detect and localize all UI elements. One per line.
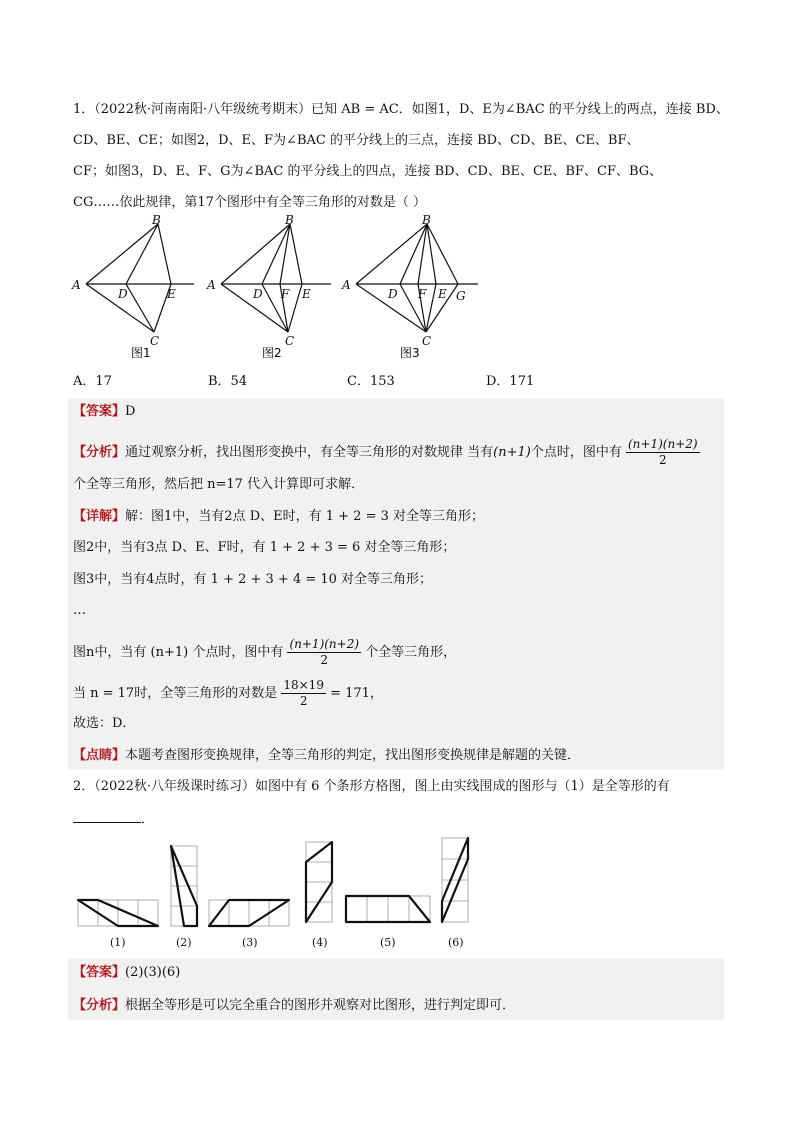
fig1-label-d: D: [118, 287, 128, 301]
fig1-caption: 图1: [131, 346, 151, 360]
analysis-text-b: (n+1): [493, 445, 531, 460]
option-c[interactable]: C．153: [347, 374, 395, 389]
q2-answer: [73, 963, 724, 983]
fig2-label-a: A: [207, 278, 216, 292]
fig1-label-b: B: [152, 214, 161, 227]
fig3-label-f: F: [418, 287, 427, 301]
figure-3: [356, 224, 478, 332]
q1-line-1: 1．（2022秋·河南南阳·八年级统考期末）已知 AB = AC．如图1，D、E为∠BAC 的平分线上的两点，连接 BD、: [73, 102, 729, 117]
q1-line-3: CF；如图3，D、E、F、G为∠BAC 的平分线上的四点，连接 BD、CD、BE、CE、BF、CF、BG、: [73, 164, 663, 179]
q1-detail-5: [73, 637, 724, 668]
detail-5-fraction-num: (n+1)(n+2): [289, 637, 360, 651]
detail-tag: 【详解】: [73, 509, 126, 524]
fig2-label-b: B: [285, 214, 294, 227]
fig3-label-a: A: [342, 278, 351, 292]
q2-answer-tag: 【答案】: [73, 965, 126, 980]
option-a[interactable]: A．17: [73, 374, 112, 389]
detail-6-text-a: 当 n = 17时，全等三角形的对数是: [73, 686, 278, 701]
figure-1: [86, 224, 194, 332]
fig2-label-f: F: [281, 287, 290, 301]
fig3-label-e: E: [438, 287, 447, 301]
detail-6-text-b: = 171，: [330, 686, 383, 701]
fig3-label-d: D: [388, 287, 398, 301]
q1-detail-1: [73, 507, 724, 527]
grid-caption-3: (3): [242, 936, 258, 949]
q1-figures: [66, 214, 486, 366]
analysis-fraction: [626, 437, 700, 468]
q2-analysis-tag: 【分析】: [73, 998, 126, 1013]
fig3-caption: 图3: [400, 346, 420, 360]
detail-6-fraction-den: 2: [299, 694, 308, 708]
analysis-text-a: 通过观察分析，找出图形变换中，有全等三角形的对数规律 当有: [125, 445, 494, 460]
detail-5-text-b: 个全等三角形，: [365, 645, 457, 660]
fig3-label-c: C: [422, 334, 432, 348]
answer-value: D: [125, 404, 136, 419]
detail-5-text-a: 图n中，当有 (n+1) 个点时，图中有: [73, 645, 284, 660]
q1-comment: [73, 746, 724, 766]
grid-caption-4: (4): [312, 936, 328, 949]
q2-analysis-text: 根据全等形是可以完全重合的图形并观察对比图形，进行判定即可．: [125, 998, 516, 1013]
comment-text: 本题考查图形变换规律，全等三角形的判定，找出图形变换规律是解题的关键．: [125, 748, 581, 763]
fig1-label-e: E: [167, 287, 176, 301]
analysis-text-c: 个点时，图中有: [530, 445, 622, 460]
detail-5-fraction: [287, 637, 361, 668]
option-b[interactable]: B．54: [208, 374, 248, 389]
analysis-fraction-den: 2: [658, 453, 667, 467]
q2-line-2-end: ．: [141, 812, 155, 827]
q1-line-2: CD、BE、CE；如图2，D、E、F为∠BAC 的平分线上的三点，连接 BD、CD、BE、CE、BF、: [73, 133, 640, 148]
q1-analysis-line2: 个全等三角形，然后把 n=17 代入计算即可求解．: [73, 477, 365, 492]
analysis-fraction-num: (n+1)(n+2): [628, 437, 698, 451]
fig2-label-c: C: [285, 334, 295, 348]
q2-grid-figures: [74, 836, 474, 954]
q2-answer-blank[interactable]: [73, 808, 141, 823]
comment-tag: 【点睛】: [73, 748, 126, 763]
detail-5-fraction-den: 2: [320, 653, 329, 667]
fig2-label-d: D: [253, 287, 263, 301]
q1-detail-4: …: [73, 603, 86, 618]
q1-answer: [73, 402, 724, 422]
analysis-tag: 【分析】: [73, 445, 126, 460]
detail-1-text: 解：图1中，当有2点 D、E时，有 1 + 2 = 3 对全等三角形；: [125, 509, 484, 524]
detail-6-fraction-num: 18×19: [283, 678, 324, 692]
grid-caption-2: (2): [176, 936, 192, 949]
detail-6-fraction: [281, 678, 326, 709]
q1-detail-2: 图2中，当有3点 D、E、F时，有 1 + 2 + 3 = 6 对全等三角形；: [73, 540, 456, 555]
grid-caption-6: (6): [448, 936, 464, 949]
q1-line-4: CG……依此规律，第17个图形中有全等三角形的对数是（ ）: [73, 195, 427, 210]
q2-line-1: 2．（2022秋·八年级课时练习）如图中有 6 个条形方格图，图上由实线围成的图形与（1）是全等形的有: [73, 779, 670, 794]
grid-caption-1: (1): [110, 936, 126, 949]
grid-caption-5: (5): [380, 936, 396, 949]
q2-analysis: [73, 996, 724, 1016]
fig2-label-e: E: [302, 287, 311, 301]
q2-line-2: [73, 808, 724, 830]
fig3-label-b: B: [422, 214, 431, 227]
q1-detail-3: 图3中，当有4点时，有 1 + 2 + 3 + 4 = 10 对全等三角形；: [73, 572, 433, 587]
fig2-caption: 图2: [262, 346, 282, 360]
q2-answer-value: (2)(3)(6): [125, 965, 181, 980]
q1-detail-7: 故选：D．: [73, 716, 136, 731]
q1-analysis: [73, 437, 724, 468]
fig1-label-a: A: [72, 278, 81, 292]
q1-detail-6: [73, 678, 724, 709]
figure-2: [221, 224, 331, 332]
fig3-label-g: G: [456, 289, 466, 303]
answer-tag: 【答案】: [73, 404, 126, 419]
fig1-label-c: C: [150, 334, 160, 348]
option-d[interactable]: D．171: [486, 374, 535, 389]
